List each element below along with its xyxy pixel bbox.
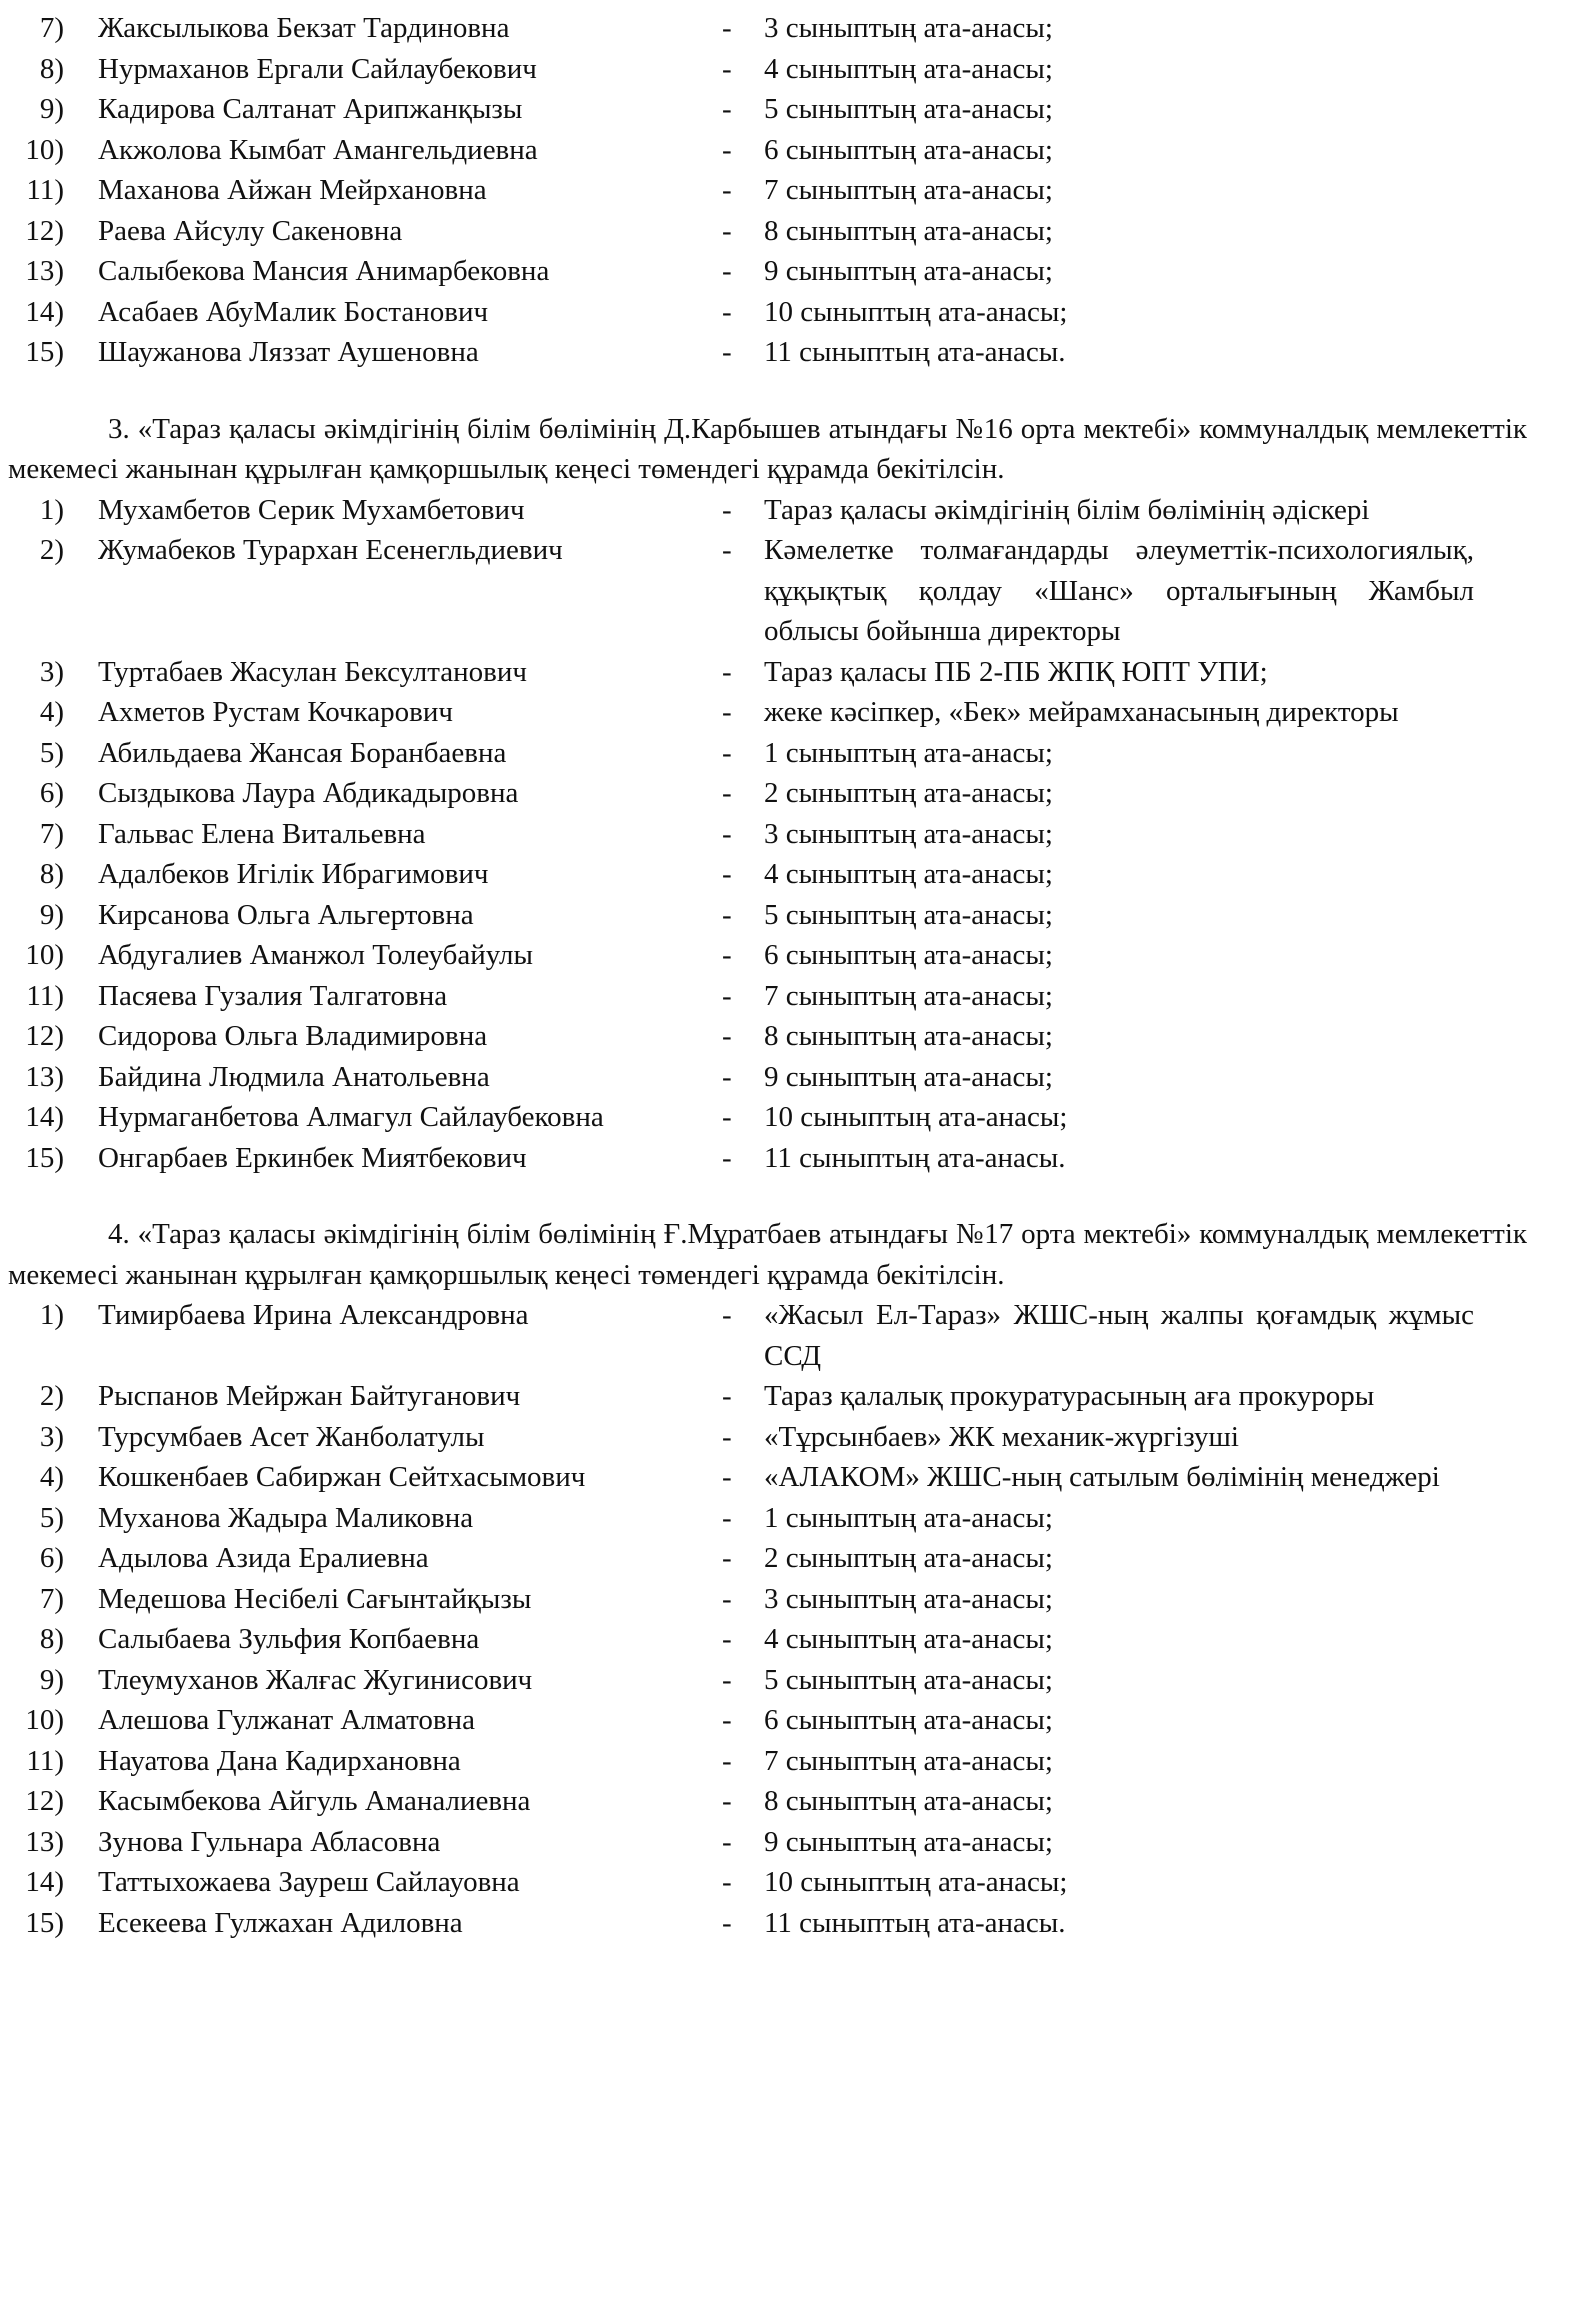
dash-separator: - [722, 1461, 732, 1493]
dash-separator: - [722, 858, 732, 890]
member-row [0, 1457, 1575, 1498]
member-list-section-3 [0, 490, 1575, 1179]
member-number: 9) [39, 1663, 64, 1696]
member-name: Онгарбаев Еркинбек Миятбекович [98, 1141, 527, 1174]
dash-separator: - [722, 1785, 732, 1817]
member-row [0, 1016, 1575, 1057]
member-role: 11 сыныптың ата-анасы. [764, 336, 1066, 368]
member-role: 6 сыныптың ата-анасы; [764, 939, 1053, 971]
member-row [0, 692, 1575, 733]
member-role: 5 сыныптың ата-анасы; [764, 1663, 1053, 1696]
member-role: 8 сыныптың ата-анасы; [764, 214, 1053, 247]
member-name: Тлеумуханов Жалғас Жугинисович [98, 1663, 533, 1696]
dash-separator: - [722, 898, 732, 931]
dash-separator: - [722, 133, 732, 166]
member-name: Салыбаева Зульфия Копбаевна [98, 1623, 480, 1655]
member-role: 4 сыныптың ата-анасы; [764, 858, 1053, 890]
member-number: 9) [39, 93, 64, 125]
member-row [0, 814, 1575, 855]
member-role: Кәмелетке толмағандарды әлеуметтік-психологиялық, құқықтық қолдау «Шанс» орталығының Жамбыл облысы бойынша директоры [764, 534, 1474, 647]
member-role: 3 сыныптың ата-анасы; [764, 817, 1053, 850]
member-row [0, 211, 1575, 252]
member-number: 5) [39, 736, 64, 769]
dash-separator: - [722, 655, 732, 688]
member-role: «Жасыл Ел-Тараз» ЖШС-ның жалпы қоғамдық жұмыс ССД [764, 1299, 1474, 1372]
member-role: 3 сыныптың ата-анасы; [764, 1582, 1053, 1615]
member-number: 13) [25, 1825, 64, 1858]
member-role: 10 сыныптың ата-анасы; [764, 295, 1068, 328]
member-role: Тараз қалалық прокуратурасының аға прокуроры [764, 1380, 1375, 1412]
dash-separator: - [722, 1866, 732, 1898]
member-name: Есекеева Гулжахан Адиловна [98, 1906, 463, 1939]
member-row [0, 251, 1575, 292]
member-name: Мухамбетов Серик Мухамбетович [98, 493, 525, 526]
member-number: 14) [25, 1101, 64, 1133]
member-name: Абдугалиев Аманжол Толеубайулы [98, 939, 533, 971]
member-role: 1 сыныптың ата-анасы; [764, 1501, 1053, 1534]
member-role: 8 сыныптың ата-анасы; [764, 1785, 1053, 1817]
section-4-intro: 4. «Тараз қаласы әкімдігінің білім бөлімінің Ғ.Мұратбаев атындағы №17 орта мектебі» коммуналдық мемлекеттік мекемесі жанынан құрылған қамқоршылық кеңесі төмендегі құрамда бекітілсін. [8, 1218, 1527, 1291]
member-row [0, 1579, 1575, 1620]
dash-separator: - [722, 1744, 732, 1777]
member-number: 8) [39, 52, 64, 85]
dash-separator: - [722, 1420, 732, 1453]
member-role: «Тұрсынбаев» ЖК механик-жүргізуші [764, 1420, 1239, 1453]
member-name: Жумабеков Турархан Есенегльдиевич [98, 534, 563, 566]
member-name: Кирсанова Ольга Альгертовна [98, 898, 474, 931]
member-name: Адылова Азида Ералиевна [98, 1542, 429, 1574]
member-name: Асабаев АбуМалик Бостанович [98, 295, 489, 328]
member-role: 5 сыныптың ата-анасы; [764, 898, 1053, 931]
dash-separator: - [722, 1299, 732, 1331]
member-number: 6) [39, 1542, 64, 1574]
member-number: 1) [39, 493, 64, 526]
dash-separator: - [722, 534, 732, 566]
member-role: жеке кәсіпкер, «Бек» мейрамханасының директоры [764, 696, 1399, 728]
member-row [0, 1822, 1575, 1863]
member-role: 9 сыныптың ата-анасы; [764, 1060, 1053, 1093]
member-number: 7) [39, 1582, 64, 1615]
member-name: Зунова Гульнара Абласовна [98, 1825, 441, 1858]
member-name: Турсумбаев Асет Жанболатулы [98, 1420, 485, 1453]
member-number: 15) [25, 1141, 64, 1174]
member-role: 10 сыныптың ата-анасы; [764, 1101, 1068, 1133]
member-name: Сидорова Ольга Владимировна [98, 1020, 488, 1052]
member-name: Тимирбаева Ирина Александровна [98, 1299, 529, 1331]
dash-separator: - [722, 1380, 732, 1412]
member-number: 4) [39, 696, 64, 728]
member-number: 11) [26, 1744, 64, 1777]
member-name: Касымбекова Айгуль Аманалиевна [98, 1785, 531, 1817]
member-number: 15) [25, 1906, 64, 1939]
member-row [0, 1138, 1575, 1179]
member-role: 11 сыныптың ата-анасы. [764, 1906, 1066, 1939]
member-number: 8) [39, 1623, 64, 1655]
dash-separator: - [722, 939, 732, 971]
member-row [0, 530, 1575, 652]
member-row [0, 1376, 1575, 1417]
member-row [0, 1498, 1575, 1539]
member-name: Жаксылыкова Бекзат Тардиновна [98, 12, 510, 44]
member-name: Таттыхожаева Зауреш Сайлауовна [98, 1866, 520, 1898]
member-row [0, 1700, 1575, 1741]
member-role: 9 сыныптың ата-анасы; [764, 255, 1053, 287]
member-row [0, 332, 1575, 373]
member-row [0, 8, 1575, 49]
dash-separator: - [722, 1825, 732, 1858]
member-row [0, 170, 1575, 211]
member-number: 13) [25, 255, 64, 287]
member-name: Туртабаев Жасулан Бексултанович [98, 655, 527, 688]
dash-separator: - [722, 736, 732, 769]
member-number: 13) [25, 1060, 64, 1093]
member-name: Ахметов Рустам Кочкарович [98, 696, 453, 728]
member-name: Байдина Людмила Анатольевна [98, 1060, 490, 1093]
member-role: 8 сыныптың ата-анасы; [764, 1020, 1053, 1052]
dash-separator: - [722, 1623, 732, 1655]
member-row [0, 1538, 1575, 1579]
member-number: 10) [25, 1704, 64, 1736]
member-number: 11) [26, 979, 64, 1012]
dash-separator: - [722, 777, 732, 809]
member-number: 11) [26, 174, 64, 206]
member-number: 7) [39, 817, 64, 850]
member-name: Нурмаганбетова Алмагул Сайлаубековна [98, 1101, 604, 1133]
member-number: 2) [39, 1380, 64, 1412]
dash-separator: - [722, 12, 732, 44]
member-row [0, 733, 1575, 774]
member-name: Медешова Несібелі Сағынтайқызы [98, 1582, 532, 1615]
dash-separator: - [722, 1141, 732, 1174]
dash-separator: - [722, 696, 732, 728]
member-row [0, 773, 1575, 814]
member-role: «АЛАКОМ» ЖШС-ның сатылым бөлімінің менеджері [764, 1461, 1440, 1493]
member-number: 3) [39, 655, 64, 688]
dash-separator: - [722, 1101, 732, 1133]
member-name: Сыздыкова Лаура Абдикадыровна [98, 777, 519, 809]
member-number: 5) [39, 1501, 64, 1534]
member-row [0, 1660, 1575, 1701]
member-row [0, 1903, 1575, 1944]
member-role: 2 сыныптың ата-анасы; [764, 1542, 1053, 1574]
member-role: 4 сыныптың ата-анасы; [764, 1623, 1053, 1655]
member-row [0, 935, 1575, 976]
dash-separator: - [722, 1704, 732, 1736]
member-name: Кошкенбаев Сабиржан Сейтхасымович [98, 1461, 586, 1493]
member-row [0, 490, 1575, 531]
member-row [0, 652, 1575, 693]
member-number: 1) [39, 1299, 64, 1331]
member-number: 9) [39, 898, 64, 931]
member-name: Адалбеков Игілік Ибрагимович [98, 858, 489, 890]
member-row [0, 1619, 1575, 1660]
dash-separator: - [722, 1582, 732, 1615]
member-number: 8) [39, 858, 64, 890]
member-row [0, 1295, 1575, 1376]
member-role: 9 сыныптың ата-анасы; [764, 1825, 1053, 1858]
member-role: 5 сыныптың ата-анасы; [764, 93, 1053, 125]
member-role: 7 сыныптың ата-анасы; [764, 979, 1053, 1012]
member-name: Абильдаева Жансая Боранбаевна [98, 736, 507, 769]
dash-separator: - [722, 214, 732, 247]
member-row [0, 130, 1575, 171]
member-name: Маханова Айжан Мейрхановна [98, 174, 487, 206]
member-number: 2) [39, 534, 64, 566]
dash-separator: - [722, 336, 732, 368]
member-role: 2 сыныптың ата-анасы; [764, 777, 1053, 809]
member-number: 14) [25, 295, 64, 328]
member-row [0, 1862, 1575, 1903]
member-row [0, 1741, 1575, 1782]
member-row [0, 1097, 1575, 1138]
dash-separator: - [722, 1060, 732, 1093]
dash-separator: - [722, 174, 732, 206]
member-name: Пасяева Гузалия Талгатовна [98, 979, 448, 1012]
member-name: Раева Айсулу Сакеновна [98, 214, 403, 247]
member-name: Кадирова Салтанат Арипжанқызы [98, 93, 523, 125]
member-role: 4 сыныптың ата-анасы; [764, 52, 1053, 85]
member-list-section-2 [0, 8, 1575, 373]
member-name: Шаужанова Ляззат Аушеновна [98, 336, 479, 368]
member-number: 12) [25, 214, 64, 247]
member-name: Рыспанов Мейржан Байтуганович [98, 1380, 521, 1412]
member-name: Муханова Жадыра Маликовна [98, 1501, 474, 1534]
member-number: 12) [25, 1785, 64, 1817]
member-role: 7 сыныптың ата-анасы; [764, 1744, 1053, 1777]
dash-separator: - [722, 295, 732, 328]
dash-separator: - [722, 1906, 732, 1939]
member-role: Тараз қаласы ПБ 2-ПБ ЖПҚ ЮПТ УПИ; [764, 655, 1268, 688]
member-role: 7 сыныптың ата-анасы; [764, 174, 1053, 206]
dash-separator: - [722, 979, 732, 1012]
member-row [0, 1781, 1575, 1822]
member-list-section-4 [0, 1295, 1575, 1943]
member-row [0, 49, 1575, 90]
dash-separator: - [722, 493, 732, 526]
member-name: Гальвас Елена Витальевна [98, 817, 426, 850]
section-3-intro: 3. «Тараз қаласы әкімдігінің білім бөлімінің Д.Карбышев атындағы №16 орта мектебі» коммуналдық мемлекеттік мекемесі жанынан құрылған қамқоршылық кеңесі төмендегі құрамда бекітілсін. [8, 412, 1527, 485]
member-name: Алешова Гулжанат Алматовна [98, 1704, 475, 1736]
member-number: 12) [25, 1020, 64, 1052]
member-role: 1 сыныптың ата-анасы; [764, 736, 1053, 769]
member-role: 11 сыныптың ата-анасы. [764, 1141, 1066, 1174]
member-row [0, 854, 1575, 895]
dash-separator: - [722, 1501, 732, 1534]
dash-separator: - [722, 255, 732, 287]
member-name: Нурмаханов Ергали Сайлаубекович [98, 52, 537, 85]
member-role: 6 сыныптың ата-анасы; [764, 133, 1053, 166]
member-role: 10 сыныптың ата-анасы; [764, 1866, 1068, 1898]
member-name: Акжолова Кымбат Амангельдиевна [98, 133, 538, 166]
member-number: 6) [39, 777, 64, 809]
member-row [0, 1057, 1575, 1098]
member-row [0, 976, 1575, 1017]
member-number: 15) [25, 336, 64, 368]
dash-separator: - [722, 817, 732, 850]
member-number: 10) [25, 133, 64, 166]
member-number: 10) [25, 939, 64, 971]
member-row [0, 895, 1575, 936]
member-name: Науатова Дана Кадирхановна [98, 1744, 461, 1777]
member-number: 7) [39, 12, 64, 44]
member-number: 3) [39, 1420, 64, 1453]
member-row [0, 1417, 1575, 1458]
member-role: 3 сыныптың ата-анасы; [764, 12, 1053, 44]
member-number: 14) [25, 1866, 64, 1898]
dash-separator: - [722, 1663, 732, 1696]
member-number: 4) [39, 1461, 64, 1493]
member-role: Тараз қаласы әкімдігінің білім бөлімінің әдіскері [764, 493, 1370, 526]
dash-separator: - [722, 52, 732, 85]
member-name: Салыбекова Мансия Анимарбековна [98, 255, 550, 287]
dash-separator: - [722, 93, 732, 125]
member-row [0, 89, 1575, 130]
dash-separator: - [722, 1542, 732, 1574]
member-row [0, 292, 1575, 333]
dash-separator: - [722, 1020, 732, 1052]
member-role: 6 сыныптың ата-анасы; [764, 1704, 1053, 1736]
